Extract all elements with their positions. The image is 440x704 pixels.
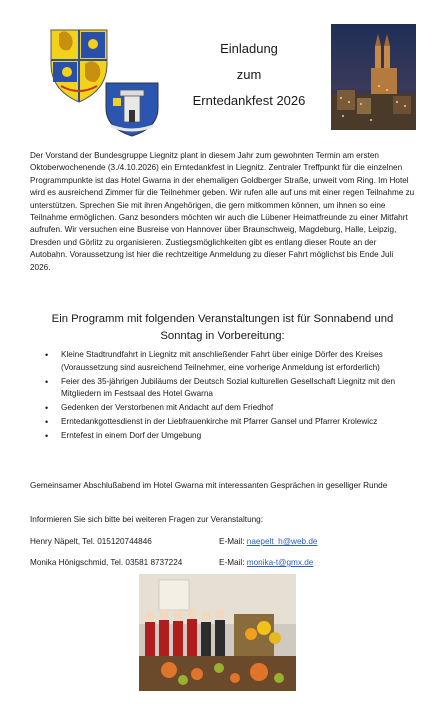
- title-line-3: Erntedankfest 2026: [192, 93, 306, 108]
- info-line: Informieren Sie sich bitte bei weiteren Fragen zur Veranstaltung:: [30, 515, 264, 524]
- invitation-title: [170, 36, 328, 114]
- closing-evening-text: Gemeinsamer Abschlußabend im Hotel Gwarna mit interessanten Gesprächen in geselliger Runde: [30, 481, 388, 490]
- program-item: • Erntedankgottesdienst in der Liebfrauenkirche mit Pfarrer Gansel und Pfarrer Krolewicz: [30, 416, 415, 429]
- program-list: [30, 349, 415, 444]
- contact-name: Henry Näpelt, Tel. 015120744846: [30, 537, 152, 546]
- email-label: E-Mail:: [219, 558, 245, 567]
- program-heading: Ein Programm mit folgenden Veranstaltungen ist für Sonnabend und Sonntag in Vorbereitung:: [51, 313, 394, 342]
- contact-name: Monika Hönigschmid, Tel. 03581 8737224: [30, 558, 183, 567]
- church-night-photo: [331, 24, 416, 130]
- program-item: • Feier des 35-jährigen Jubiläums der Deutsch Sozial kulturellen Gesellschaft Liegnitz mit den Mitgliedern im Festsaal des Hotel Gwarna: [30, 376, 415, 402]
- harvest-festival-photo: [139, 574, 296, 691]
- title-line-1: Einladung: [220, 41, 278, 56]
- title-line-2: zum: [236, 67, 262, 82]
- program-item: • Erntefest in einem Dorf der Umgebung: [30, 430, 415, 443]
- intro-paragraph: Der Vorstand der Bundesgruppe Liegnitz plant in diesem Jahr zum gewohnten Termin am ersten Oktoberwochenende (3./4.10.2026) ein Erntedankfest in Liegnitz. Zentraler Treffpunkt für die einzelnen Programmpunkte ist das Hotel Gwarna in der ehemaligen Goldberger Straße, unweit vom Ring. Im Hotel wird es ausreichend Zimmer für die Teilnehmer geben. Wir rufen alle auf uns mit einer regen Teilnahme zu unterstützen. Sprechen Sie mit ihren Angehörigen, die gern mitkommen können, um ihnen so eine Teilnahme ermöglichen. Ganz besonders möchten wir auch die Lübener Heimatfreunde zu einer Mitfahrt aufrufen. Wir versuchen eine Busreise von Hannover über Braunschweig, Magdeburg, Halle, Leipzig, Dresden und Görlitz zu organisieren. Zustiegsmöglichkeiten gibt es entlang dieser Route an der Autobahn. Voraussetzung ist hier die rechtzeitige Anmeldung zu dieser Fahrt möglichst bis Ende Juli 2026.: [30, 151, 415, 272]
- contact-email-link[interactable]: monika-t@gmx.de: [246, 558, 314, 567]
- luebben-coat-of-arms: [103, 80, 161, 138]
- email-label: E-Mail:: [219, 537, 245, 546]
- contact-email-wrap: [219, 537, 317, 546]
- contact-email-link[interactable]: naepelt_h@web.de: [246, 537, 318, 546]
- program-item: • Gedenken der Verstorbenen mit Andacht auf dem Friedhof: [30, 402, 415, 415]
- contact-email-wrap: [219, 558, 313, 567]
- program-item: • Kleine Stadtrundfahrt in Liegnitz mit anschließender Fahrt über einige Dörfer des Kreises (Voraussetzung sind ausreichend Teilnehmer, eine vorherige Anmeldung ist erforderlich): [30, 349, 415, 375]
